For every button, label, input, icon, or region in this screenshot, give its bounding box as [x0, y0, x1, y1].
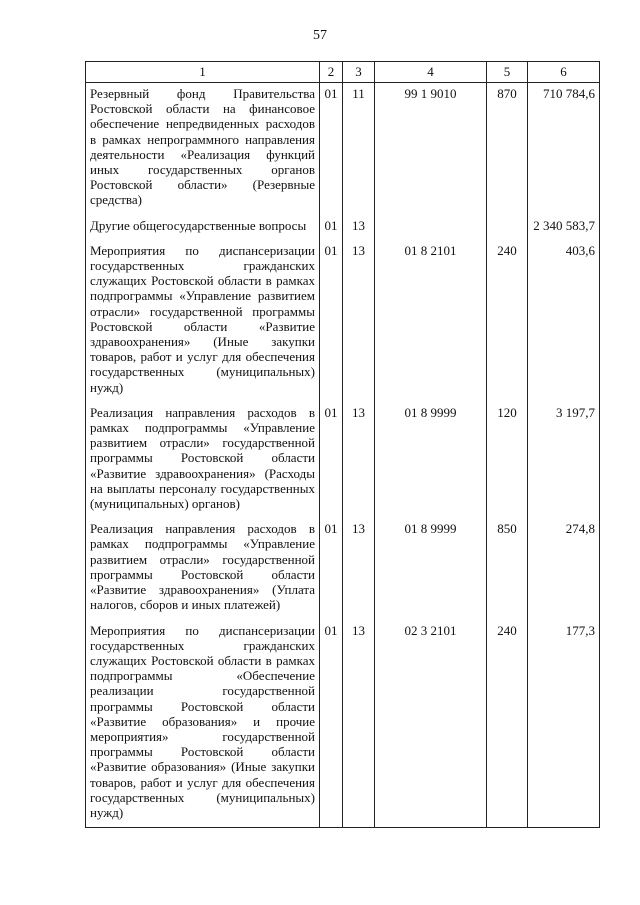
- row-section-code: 01: [320, 83, 343, 215]
- row-description: Реализация направления расходов в рамках подпрограммы «Управление развитием отрасли» государственной программы Ростовской области «Развитие здравоохранения» (Расходы на выплаты персоналу государственных (муниципальных) органов): [86, 402, 320, 518]
- row-expense-type: [487, 215, 528, 240]
- row-description: Реализация направления расходов в рамках подпрограммы «Управление развитием отрасли» государственной программы Ростовской области «Развитие здравоохранения» (Уплата налогов, сборов и иных платежей): [86, 518, 320, 619]
- row-target-article: 01 8 2101: [375, 240, 487, 402]
- row-section-code: 01: [320, 240, 343, 402]
- table-row: [86, 83, 600, 215]
- row-description: Мероприятия по диспансеризации государственных гражданских служащих Ростовской области в рамках подпрограммы «Управление развитием отрасли» государственной программы Ростовской области «Развитие здравоохранения» (Иные закупки товаров, работ и услуг для обеспечения государственных (муниципальных) нужд): [86, 240, 320, 402]
- row-description: Мероприятия по диспансеризации государственных гражданских служащих Ростовской области в рамках подпрограммы «Обеспечение реализации государственной программы Ростовской области «Развитие образования» и прочие мероприятия» государственной программы Ростовской области «Развитие образования» (Иные закупки товаров, работ и услуг для обеспечения государственных (муниципальных) нужд): [86, 620, 320, 828]
- row-subsection-code: 13: [343, 402, 375, 518]
- column-header-6: 6: [528, 62, 600, 83]
- row-expense-type: 850: [487, 518, 528, 619]
- row-subsection-code: 13: [343, 620, 375, 828]
- row-target-article: 02 3 2101: [375, 620, 487, 828]
- table-row: [86, 620, 600, 828]
- column-header-5: 5: [487, 62, 528, 83]
- table-row: [86, 240, 600, 402]
- row-target-article: 99 1 9010: [375, 83, 487, 215]
- row-amount: 403,6: [528, 240, 600, 402]
- column-header-4: 4: [375, 62, 487, 83]
- page-number: 57: [313, 28, 327, 43]
- row-section-code: 01: [320, 215, 343, 240]
- row-subsection-code: 13: [343, 518, 375, 619]
- row-description: Другие общегосударственные вопросы: [86, 215, 320, 240]
- row-section-code: 01: [320, 402, 343, 518]
- row-section-code: 01: [320, 620, 343, 828]
- row-subsection-code: 13: [343, 215, 375, 240]
- table-row: [86, 518, 600, 619]
- table-row: [86, 215, 600, 240]
- row-section-code: 01: [320, 518, 343, 619]
- row-amount: 3 197,7: [528, 402, 600, 518]
- row-amount: 274,8: [528, 518, 600, 619]
- row-subsection-code: 13: [343, 240, 375, 402]
- row-target-article: 01 8 9999: [375, 518, 487, 619]
- row-target-article: 01 8 9999: [375, 402, 487, 518]
- budget-table: [85, 61, 600, 828]
- table-row: [86, 402, 600, 518]
- row-amount: 177,3: [528, 620, 600, 828]
- column-header-3: 3: [343, 62, 375, 83]
- row-expense-type: 240: [487, 240, 528, 402]
- table-header-row: [86, 62, 600, 83]
- row-expense-type: 120: [487, 402, 528, 518]
- column-header-2: 2: [320, 62, 343, 83]
- row-description: Резервный фонд Правительства Ростовской области на финансовое обеспечение непредвиденных расходов в рамках непрограммного направления деятельности «Реализация функций иных государственных органов Ростовской области» (Резервные средства): [86, 83, 320, 215]
- row-amount: 2 340 583,7: [528, 215, 600, 240]
- row-expense-type: 240: [487, 620, 528, 828]
- row-expense-type: 870: [487, 83, 528, 215]
- row-target-article: [375, 215, 487, 240]
- row-subsection-code: 11: [343, 83, 375, 215]
- row-amount: 710 784,6: [528, 83, 600, 215]
- column-header-1: 1: [86, 62, 320, 83]
